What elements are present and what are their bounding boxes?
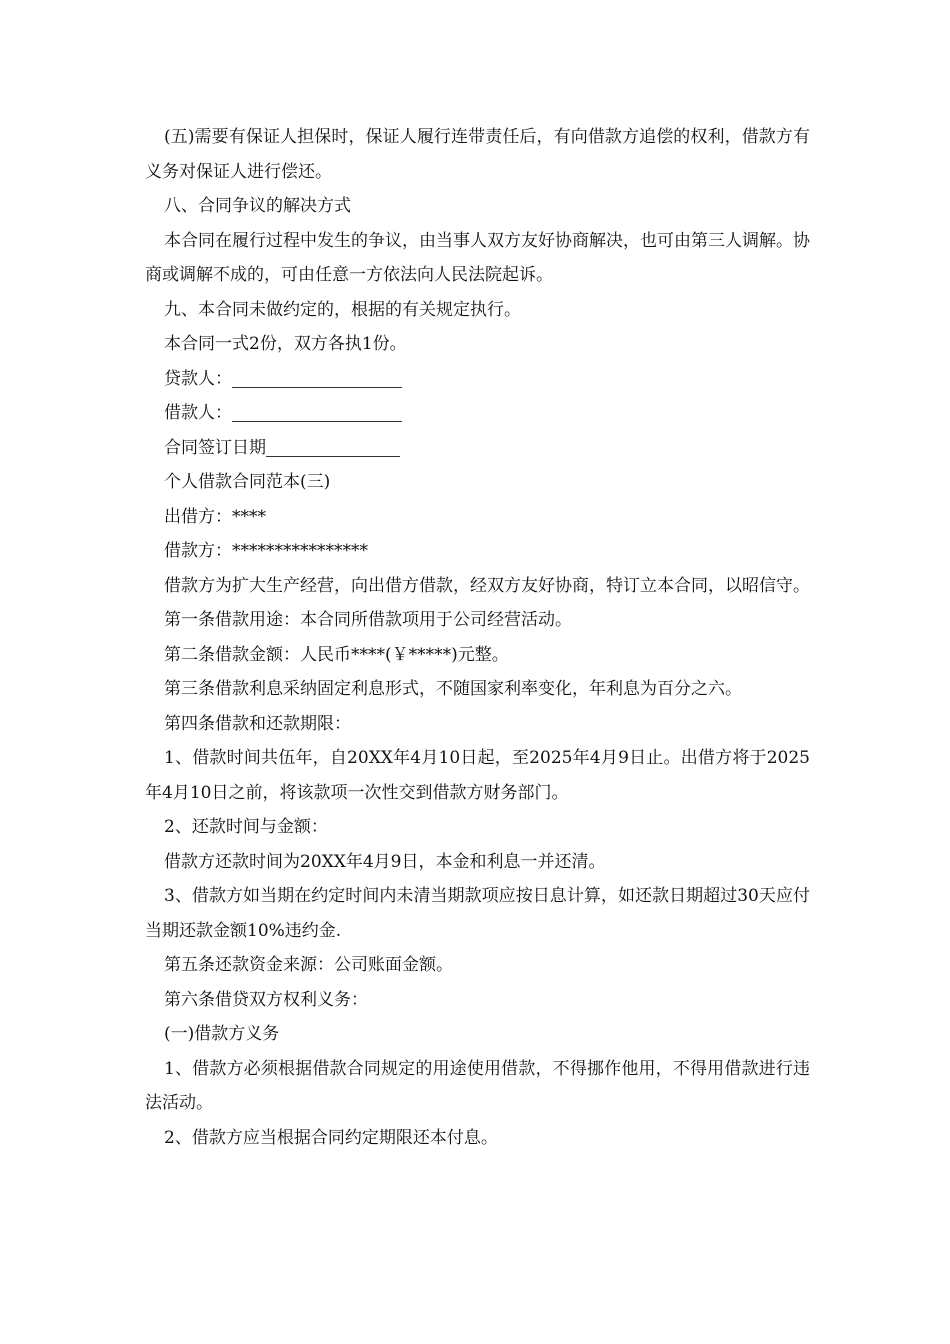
body-paragraph: 2、还款时间与金额： xyxy=(164,817,328,837)
signature-blank[interactable] xyxy=(232,367,402,388)
body-paragraph: 2、借款方应当根据合同约定期限还本付息。 xyxy=(164,1127,498,1148)
body-paragraph: 第四条借款和还款期限： xyxy=(164,713,351,734)
paragraph-unspecified-matters: 九、本合同未做约定的，根据的有关规定执行。 xyxy=(164,299,521,320)
body-paragraph: 3、借款方如当期在约定时间内未清当期款项应按日息计算，如还款日期超过30天应付当期还款金额10%违约金. xyxy=(145,886,810,941)
heading-dispute-resolution: 八、合同争议的解决方式 xyxy=(164,196,351,216)
signature-label: 借款人： xyxy=(164,403,232,423)
signature-label: 合同签订日期 xyxy=(164,437,266,458)
body-paragraph: 1、借款时间共伍年，自20XX年4月10日起，至2025年4月9日止。出借方将于2025年4月10日之前，将该款项一次性交到借款方财务部门。 xyxy=(145,748,810,803)
body-paragraph: 第二条借款金额：人民币****(￥*****)元整。 xyxy=(164,644,509,665)
signature-line-lender xyxy=(145,362,810,397)
body-paragraph: 第一条借款用途：本合同所借款项用于公司经营活动。 xyxy=(164,610,572,630)
signature-blank[interactable] xyxy=(266,436,400,457)
signature-blank[interactable] xyxy=(232,401,402,422)
body-paragraph: 第五条还款资金来源：公司账面金额。 xyxy=(164,955,453,975)
section-title: 个人借款合同范本(三) xyxy=(164,472,331,492)
body-paragraph: 第六条借贷双方权利义务： xyxy=(164,989,368,1010)
paragraph-guarantor-rights: (五)需要有保证人担保时，保证人履行连带责任后，有向借款方追偿的权利，借款方有义务对保证人进行偿还。 xyxy=(145,127,810,182)
paragraph-copies: 本合同一式2份，双方各执1份。 xyxy=(164,334,407,354)
signature-line-borrower xyxy=(145,396,810,431)
body-paragraph: 第三条借款利息采纳固定利息形式，不随国家利率变化，年利息为百分之六。 xyxy=(164,679,742,699)
borrower-line: 借款方：**************** xyxy=(164,541,368,561)
document-body xyxy=(145,120,810,1155)
body-paragraph: 借款方为扩大生产经营，向出借方借款，经双方友好协商，特订立本合同，以昭信守。 xyxy=(164,575,810,596)
signature-label: 贷款人： xyxy=(164,368,232,389)
body-paragraph: (一)借款方义务 xyxy=(164,1024,280,1044)
paragraph-dispute-resolution: 本合同在履行过程中发生的争议，由当事人双方友好协商解决，也可由第三人调解。协商或调解不成的，可由任意一方依法向人民法院起诉。 xyxy=(145,230,810,285)
body-paragraph: 1、借款方必须根据借款合同规定的用途使用借款，不得挪作他用，不得用借款进行违法活动。 xyxy=(145,1058,810,1113)
signature-line-date xyxy=(145,431,810,466)
lender-line: 出借方：**** xyxy=(164,506,266,527)
body-paragraph: 借款方还款时间为20XX年4月9日，本金和利息一并还清。 xyxy=(164,851,606,872)
